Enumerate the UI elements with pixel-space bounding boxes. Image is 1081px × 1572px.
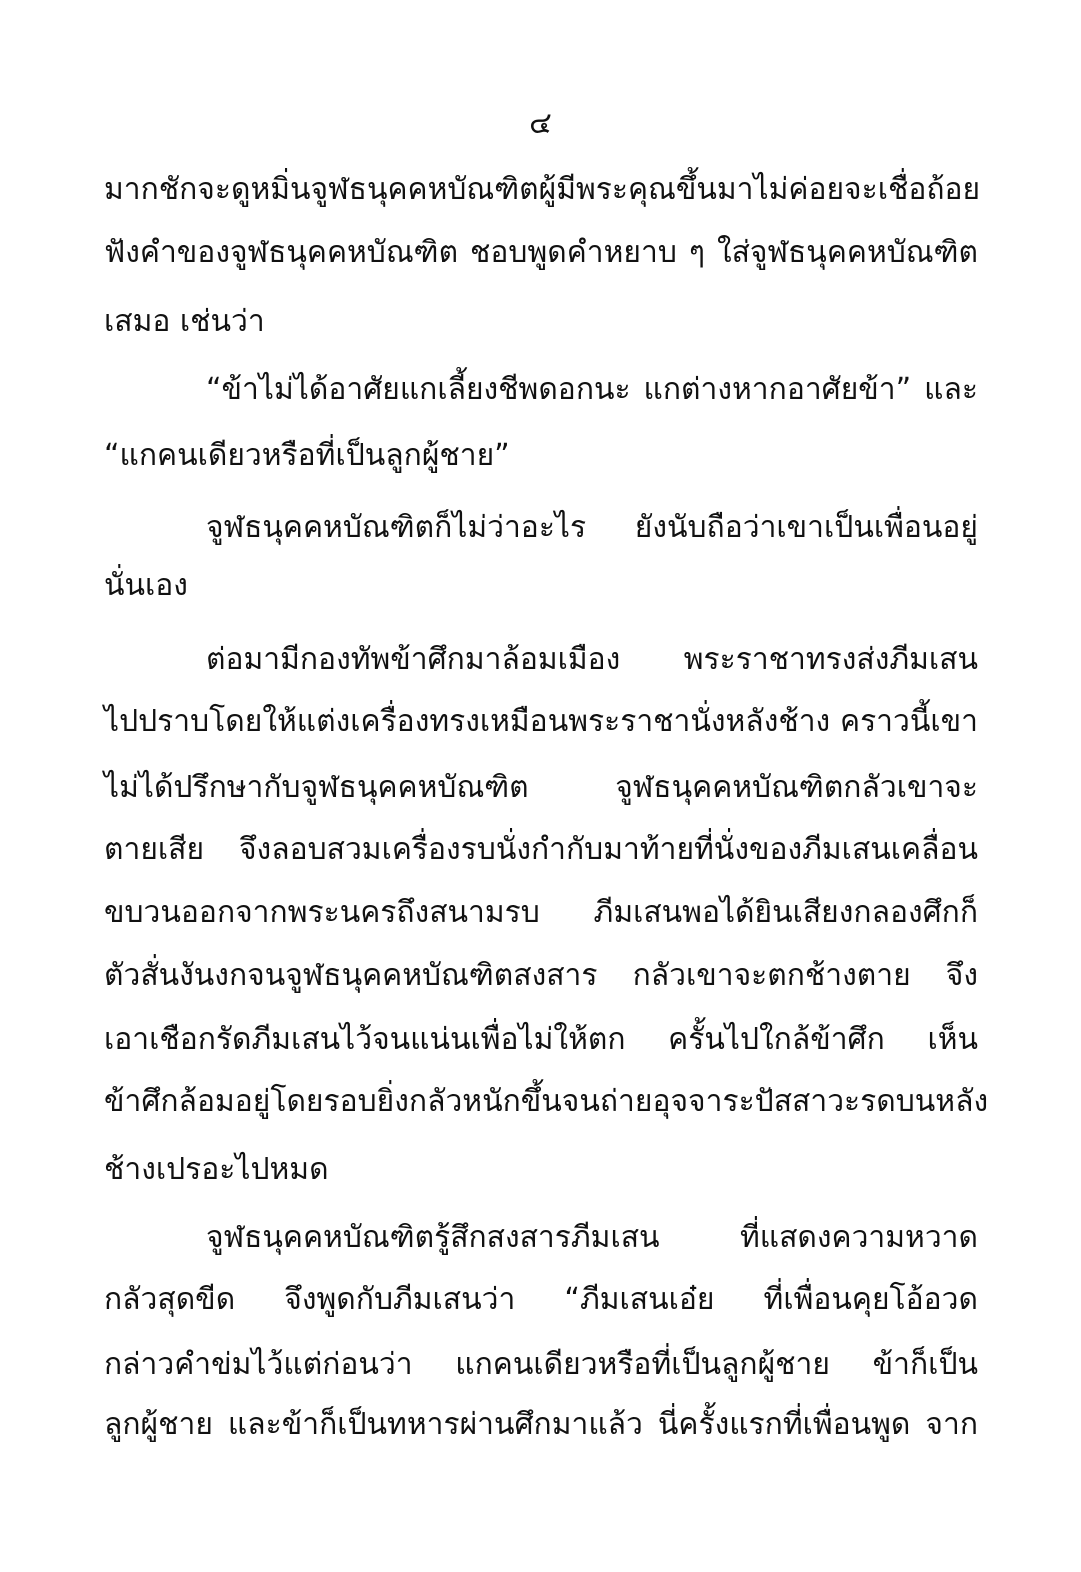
text-line: ตายเสีย จึงลอบสวมเครื่องรบนั่งกำกับมาท้ายที่นั่งของภีมเสนเคลื่อน: [104, 832, 978, 867]
text-line: ไม่ได้ปรึกษากับจูฬธนุคคหบัณฑิต จูฬธนุคคหบัณฑิตกลัวเขาจะ: [104, 770, 978, 805]
text-line: เสมอ เช่นว่า: [104, 304, 265, 339]
text-line: นั่นเอง: [104, 568, 188, 603]
page-number: ๔: [529, 106, 552, 141]
text-line: ตัวสั่นงันงกจนจูฬธนุคคหบัณฑิตสงสาร กลัวเขาจะตกช้างตาย จึง: [104, 958, 978, 993]
text-line: ขบวนออกจากพระนครถึงสนามรบ ภีมเสนพอได้ยินเสียงกลองศึกก็: [104, 895, 978, 930]
text-line: ไปปราบโดยให้แต่งเครื่องทรงเหมือนพระราชานั่งหลังช้าง คราวนี้เขา: [104, 704, 978, 739]
text-line: กล่าวคำข่มไว้แต่ก่อนว่า แกคนเดียวหรือที่เป็นลูกผู้ชาย ข้าก็เป็น: [104, 1347, 978, 1382]
text-line: ต่อมามีกองทัพข้าศึกมาล้อมเมือง พระราชาทรงส่งภีมเสน: [206, 642, 978, 677]
text-line: “แกคนเดียวหรือที่เป็นลูกผู้ชาย”: [104, 438, 510, 473]
text-line: ลูกผู้ชาย และข้าก็เป็นทหารผ่านศึกมาแล้ว นี่ครั้งแรกที่เพื่อนพูด จาก: [104, 1407, 978, 1442]
text-line: “ข้าไม่ได้อาศัยแกเลี้ยงชีพดอกนะ แกต่างหากอาศัยข้า” และ: [206, 372, 978, 407]
text-line: เอาเชือกรัดภีมเสนไว้จนแน่นเพื่อไม่ให้ตก ครั้นไปใกล้ข้าศึก เห็น: [104, 1022, 978, 1057]
text-line: ฟังคำของจูฬธนุคคหบัณฑิต ชอบพูดคำหยาบ ๆ ใส่จูฬธนุคคหบัณฑิต: [104, 235, 978, 270]
text-line: มากชักจะดูหมิ่นจูฬธนุคคหบัณฑิตผู้มีพระคุณขึ้นมาไม่ค่อยจะเชื่อถ้อย: [104, 172, 981, 207]
text-line: ข้าศึกล้อมอยู่โดยรอบยิ่งกลัวหนักขึ้นจนถ่ายอุจจาระปัสสาวะรดบนหลัง: [104, 1084, 989, 1119]
text-line: กลัวสุดขีด จึงพูดกับภีมเสนว่า “ภีมเสนเอ๋ย ที่เพื่อนคุยโอ้อวด: [104, 1282, 978, 1317]
text-line: ช้างเปรอะไปหมด: [104, 1152, 329, 1187]
text-line: จูฬธนุคคหบัณฑิตก็ไม่ว่าอะไร ยังนับถือว่าเขาเป็นเพื่อนอยู่: [206, 510, 978, 545]
text-line: จูฬธนุคคหบัณฑิตรู้สึกสงสารภีมเสน ที่แสดงความหวาด: [206, 1220, 978, 1255]
